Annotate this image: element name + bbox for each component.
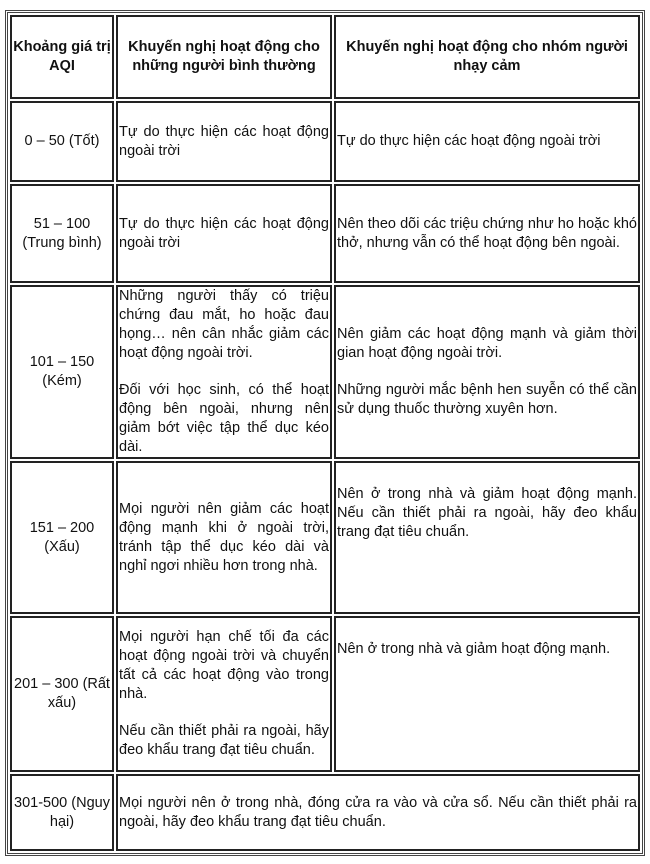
advice-text: Tự do thực hiện các hoạt động ngoài trời xyxy=(337,133,601,149)
sensitive-advice-cell xyxy=(334,285,640,459)
aqi-range-cell: 301-500 (Nguy hại) xyxy=(10,774,114,851)
normal-advice-cell xyxy=(116,616,332,772)
advice-text: Nên ở trong nhà và giảm hoạt động mạnh. Nếu cần thiết phải ra ngoài, hãy đeo khẩu trang đạt tiêu chuẩn. xyxy=(337,486,637,540)
advice-text: Tự do thực hiện các hoạt động ngoài trời xyxy=(119,123,329,159)
table-row xyxy=(10,101,640,182)
normal-advice-cell xyxy=(116,461,332,614)
aqi-range-cell: 151 – 200 (Xấu) xyxy=(10,461,114,614)
advice-text: Đối với học sinh, có thể hoạt động bên ngoài, nhưng nên giảm bớt việc tập thể dục kéo dài. xyxy=(119,382,329,455)
table-row xyxy=(10,774,640,851)
table-row xyxy=(10,616,640,772)
aqi-range-cell: 201 – 300 (Rất xấu) xyxy=(10,616,114,772)
sensitive-advice-cell xyxy=(334,184,640,283)
advice-text: Mọi người hạn chế tối đa các hoạt động ngoài trời và chuyển tất cả các hoạt động vào trong nhà. xyxy=(119,629,329,702)
advice-text: Mọi người nên giảm các hoạt động mạnh khi ở ngoài trời, tránh tập thể dục kéo dài và nghỉ ngơi nhiều hơn trong nhà. xyxy=(119,500,329,574)
aqi-range-cell: 0 – 50 (Tốt) xyxy=(10,101,114,182)
table-row xyxy=(10,285,640,459)
aqi-range-cell: 51 – 100 (Trung bình) xyxy=(10,184,114,283)
header-aqi-range: Khoảng giá trị AQI xyxy=(10,15,114,99)
advice-text: Tự do thực hiện các hoạt động ngoài trời xyxy=(119,215,329,251)
header-row xyxy=(10,15,640,99)
sensitive-advice-cell xyxy=(334,461,640,614)
merged-advice-cell xyxy=(116,774,640,851)
header-sensitive-group: Khuyến nghị hoạt động cho nhóm người nhạy cảm xyxy=(334,15,640,99)
advice-text: Nên theo dõi các triệu chứng như ho hoặc khó thở, nhưng vẫn có thể hoạt động bên ngoài. xyxy=(337,215,637,251)
advice-text: Những người thấy có triệu chứng đau mắt, ho hoặc đau họng… nên cân nhắc giảm các hoạt động ngoài trời. xyxy=(119,288,329,361)
aqi-range-cell: 101 – 150 (Kém) xyxy=(10,285,114,459)
table-row xyxy=(10,184,640,283)
advice-text: Những người mắc bệnh hen suyễn có thể cần sử dụng thuốc thường xuyên hơn. xyxy=(337,382,637,417)
normal-advice-cell xyxy=(116,285,332,459)
normal-advice-cell xyxy=(116,101,332,182)
advice-text: Nếu cần thiết phải ra ngoài, hãy đeo khẩu trang đạt tiêu chuẩn. xyxy=(119,723,329,758)
sensitive-advice-cell xyxy=(334,616,640,772)
sensitive-advice-cell xyxy=(334,101,640,182)
table-row xyxy=(10,461,640,614)
advice-text: Nên giảm các hoạt động mạnh và giảm thời gian hoạt động ngoài trời. xyxy=(337,326,637,361)
advice-text: Mọi người nên ở trong nhà, đóng cửa ra vào và cửa sổ. Nếu cần thiết phải ra ngoài, hãy đeo khẩu trang đạt tiêu chuẩn. xyxy=(119,794,637,830)
aqi-recommendation-table xyxy=(5,10,645,856)
normal-advice-cell xyxy=(116,184,332,283)
header-normal-people: Khuyến nghị hoạt động cho những người bình thường xyxy=(116,15,332,99)
advice-text: Nên ở trong nhà và giảm hoạt động mạnh. xyxy=(337,641,611,657)
